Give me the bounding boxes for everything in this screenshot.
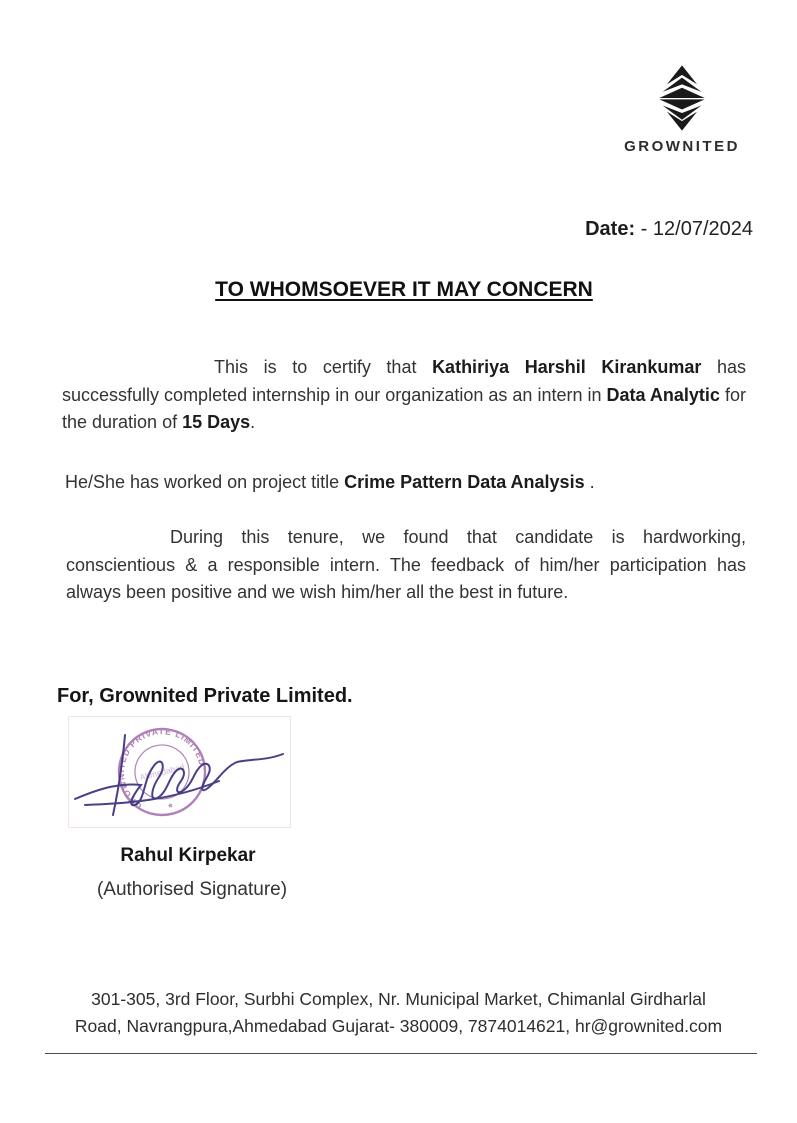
signatory-designation: (Authorised Signature) bbox=[96, 879, 288, 900]
date-line bbox=[585, 218, 753, 241]
feedback-paragraph: During this tenure, we found that candidate is hardworking, conscientious & a responsible intern. The feedback of him/her participation has always been positive and we wish him/her all the best in future. bbox=[66, 527, 746, 602]
company-logo bbox=[612, 64, 752, 155]
footer-address-line1: 301-305, 3rd Floor, Surbhi Complex, Nr. Municipal Market, Chimanlal Girdharlal bbox=[91, 989, 706, 1009]
project-paragraph bbox=[65, 469, 749, 497]
project-title: Crime Pattern Data Analysis bbox=[344, 472, 585, 492]
signature-stamp-image bbox=[68, 716, 291, 828]
logo-wordmark: GROWNITED bbox=[624, 138, 740, 155]
stamp-and-signature-graphic bbox=[69, 717, 290, 827]
diamond-logo-icon bbox=[655, 64, 709, 132]
stamp-ring-text-curved: GROWNITED PRIVATE LIMITED bbox=[115, 726, 208, 812]
footer-address-line2: Road, Navrangpura,Ahmedabad Gujarat- 380009, 7874014621, hr@grownited.com bbox=[74, 1016, 723, 1036]
date-value: - 12/07/2024 bbox=[635, 218, 753, 240]
certify-paragraph bbox=[62, 354, 746, 437]
signature-scribble bbox=[75, 735, 283, 815]
internship-domain: Data Analytic bbox=[606, 384, 720, 405]
project-text-pre: He/She has worked on project title bbox=[65, 472, 345, 492]
stamp-star-glyph: * bbox=[167, 801, 175, 815]
intern-name: Kathiriya Harshil Kirankumar bbox=[432, 357, 702, 377]
certify-text-mid2: for the duration of bbox=[62, 384, 746, 432]
footer-address bbox=[30, 986, 767, 1040]
internship-duration: 15 Days bbox=[182, 412, 251, 432]
certify-text-mid: has successfully completed internship in our organization as an intern in bbox=[62, 357, 746, 405]
certify-text-pre: This is to certify that bbox=[214, 357, 433, 377]
certify-text-end: . bbox=[250, 412, 256, 432]
for-company-line: For, Grownited Private Limited. bbox=[57, 685, 353, 707]
stamp-center-text: Ahmedabad bbox=[138, 761, 186, 783]
footer-divider-rule: ________________________________________________________________________________ bbox=[45, 1038, 757, 1055]
signatory-name: Rahul Kirpekar bbox=[120, 845, 256, 866]
page-title: TO WHOMSOEVER IT MAY CONCERN bbox=[215, 278, 593, 301]
project-text-end: . bbox=[584, 472, 595, 492]
date-label: Date: bbox=[585, 218, 636, 240]
